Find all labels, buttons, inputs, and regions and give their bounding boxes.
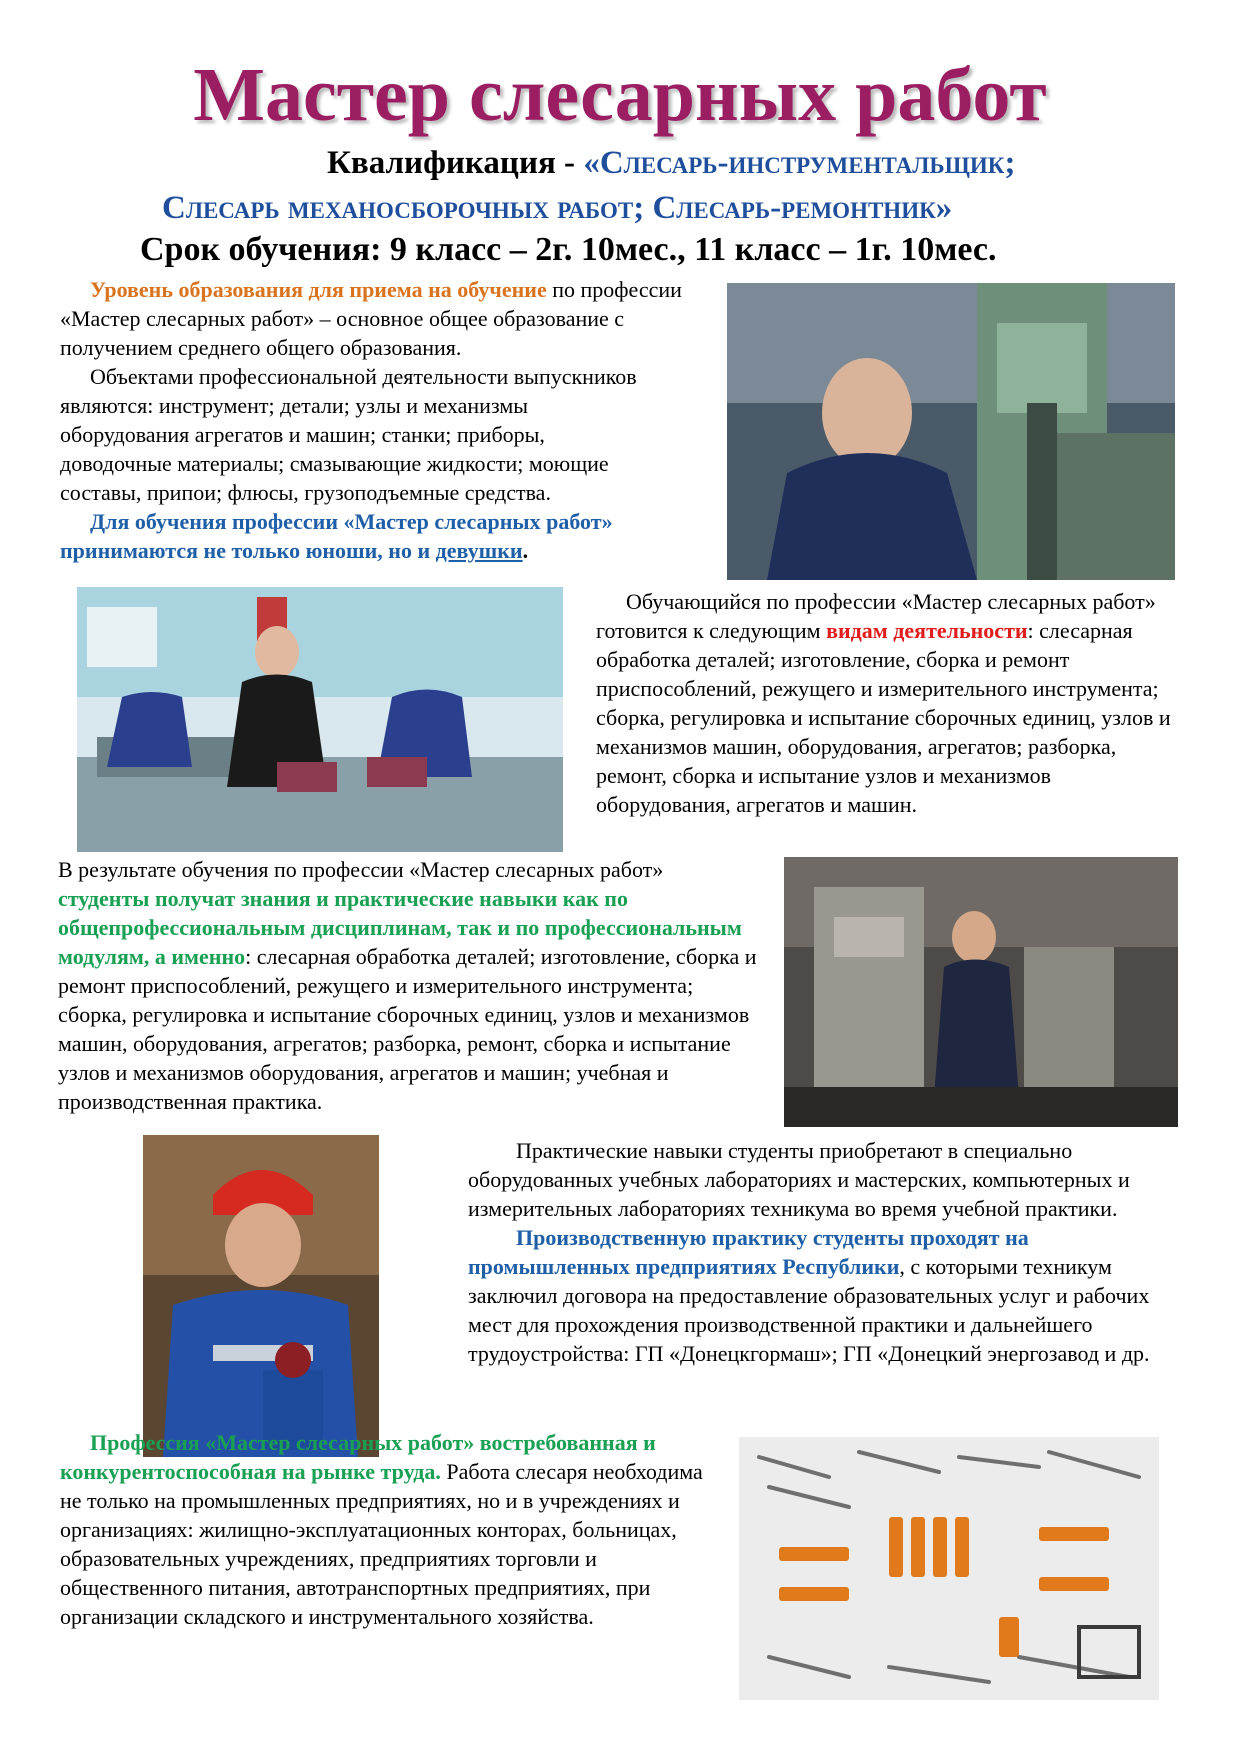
admission-paragraph: [60, 275, 710, 362]
page-title: Мастер слесарных работ: [193, 53, 1047, 137]
block-activities: [596, 587, 1174, 819]
demand-highlight: Профессия «Мастер слесарных работ» востребованная и конкурентоспособная на рынке труда.: [60, 1430, 656, 1484]
block-practice: [468, 1136, 1180, 1368]
activities-highlight: видам деятельности: [826, 618, 1028, 643]
photo-worker-helmet: [143, 1135, 379, 1457]
practice-paragraph-1: Практические навыки студенты приобретают в специально оборудованных учебных лабораториях и мастерских, компьютерных и измерительных лабораториях техникума во время учебной практики.: [468, 1138, 1130, 1221]
block-admission: [60, 275, 710, 565]
objects-paragraph: Объектами профессиональной деятельности выпускников являются: инструмент; детали; узлы и механизмы оборудования агрегатов и машин; станки; приборы, доводочные материалы; смазывающие жидкости; моющие составы, припои; флюсы, грузоподъемные средства.: [60, 364, 637, 505]
practice-highlight: Производственную практику студенты проходят на промышленных предприятиях Республики: [468, 1225, 1029, 1279]
girls-end: .: [522, 538, 529, 563]
activities-text-end: : слесарная обработка деталей; изготовление, сборка и ремонт приспособлений, режущего и измерительного инструмента; сборка, регулировка и испытание сборочных единиц, узлов и механизмов машин, оборудования, агрегатов; разборка, ремонт, сборка и испытание узлов и механизмов оборудования, агрегатов и машин.: [596, 618, 1171, 817]
qualification-line-1: [327, 143, 1015, 183]
activities-text-start: Обучающийся по профессии «Мастер слесарных работ» готовится к следующим: [596, 589, 1156, 643]
demand-text-end: Работа слесаря необходима не только на промышленных предприятиях, но и в учреждениях и организациях: жилищно-эксплуатационных конторах, больницах, образовательных учреждениях, предприятиях торговли и общественного питания, автотранспортных предприятиях, при организации складского и инструментального хозяйства.: [60, 1459, 703, 1629]
practice-paragraph-2: [468, 1223, 1180, 1368]
photo-drill-press: [727, 283, 1175, 580]
qualification-label: Квалификация -: [327, 145, 584, 181]
admission-text: по профессии «Мастер слесарных работ» – основное общее образование с получением среднего общего образования.: [60, 277, 682, 360]
photo-tool-set: [739, 1437, 1159, 1700]
results-text-start: В результате обучения по профессии «Мастер слесарных работ»: [58, 857, 664, 882]
block-results: [58, 855, 758, 1116]
results-text-end: : слесарная обработка деталей; изготовление, сборка и ремонт приспособлений, режущего и измерительного инструмента; сборка, регулировка и испытание сборочных единиц, узлов и механизмов машин, оборудования, агрегатов; разборка, ремонт, сборка и испытание узлов и механизмов оборудования, агрегатов и машин; учебная и производственная практика.: [58, 944, 757, 1114]
girls-paragraph: [60, 507, 710, 565]
qualification-value-1: «Слесарь-инструментальщик;: [583, 145, 1016, 181]
results-highlight: студенты получат знания и практические навыки как по общепрофессиональным дисциплинам, так и по профессиональным модулям, а именно: [58, 886, 742, 969]
study-term: Срок обучения: 9 класс – 2г. 10мес., 11 класс – 1г. 10мес.: [140, 231, 997, 268]
girls-underlined: девушки: [435, 538, 523, 563]
girls-text: Для обучения профессии «Мастер слесарных работ» принимаются не только юноши, но и: [60, 509, 613, 563]
qualification-line-2: Слесарь механосборочных работ; Слесарь-ремонтник»: [162, 190, 953, 226]
block-demand: [60, 1428, 720, 1631]
photo-workshop-students: [77, 587, 563, 852]
photo-milling-machine: [784, 857, 1178, 1127]
admission-highlight: Уровень образования для приема на обучение: [90, 277, 547, 302]
practice-text-end: , с которыми техникум заключил договора на предоставление образовательных услуг и рабочих мест для прохождения производственной практики и дальнейшего трудоустройства: ГП «Донецкгормаш»; ГП «Донецкий энергозавод и др.: [468, 1254, 1150, 1366]
